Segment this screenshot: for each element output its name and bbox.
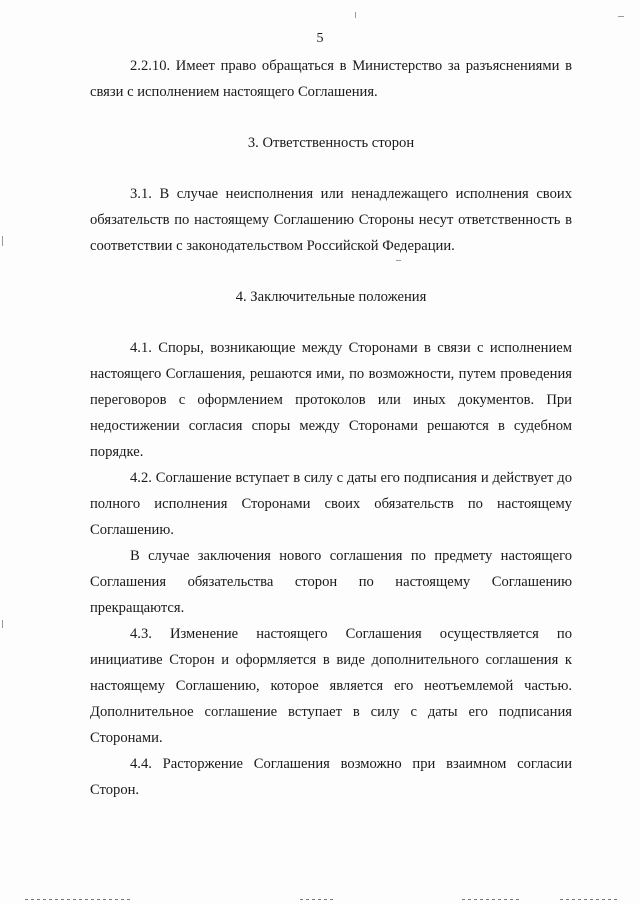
bottom-scan-edge bbox=[25, 899, 130, 900]
clause-3-1: 3.1. В случае неисполнения или ненадлежащего исполнения своих обязательств по настоящему Соглашению Стороны несут ответственность в соответствии с законодательством Российской Федерации. bbox=[90, 186, 572, 254]
bottom-scan-edge bbox=[300, 899, 334, 900]
clause-4-4: 4.4. Расторжение Соглашения возможно при взаимном согласии Сторон. bbox=[90, 756, 572, 798]
scan-speck bbox=[618, 16, 624, 17]
bottom-scan-edge bbox=[560, 899, 620, 900]
clause-4-1: 4.1. Споры, возникающие между Сторонами в связи с исполнением настоящего Соглашения, решаются ими, по возможности, путем проведения переговоров с оформлением протоколов или иных документов. При недостижении согласия споры между Сторонами решаются в судебном порядке. bbox=[90, 340, 572, 460]
scan-speck bbox=[355, 12, 356, 18]
clause-4-2: 4.2. Соглашение вступает в силу с даты его подписания и действует до полного исполнения Сторонами своих обязательств по настоящему Соглашению. bbox=[90, 470, 572, 538]
section-4-title: 4. Заключительные положения bbox=[235, 289, 427, 305]
page-number: 5 bbox=[316, 31, 324, 46]
clause-2-2-10: 2.2.10. Имеет право обращаться в Министерство за разъяснениями в связи с исполнением настоящего Соглашения. bbox=[90, 58, 572, 100]
clause-4-3: 4.3. Изменение настоящего Соглашения осуществляется по инициативе Сторон и оформляется в виде дополнительного соглашения к настоящему Соглашению, которое является его неотъемлемой частью. Дополнительное соглашение вступает в силу с даты его подписания Сторонами. bbox=[90, 626, 572, 746]
scan-speck bbox=[2, 620, 3, 628]
section-3-title: 3. Ответственность сторон bbox=[247, 135, 415, 151]
scan-speck bbox=[396, 260, 401, 261]
scan-speck bbox=[2, 236, 3, 246]
clause-4-2-new-agreement: В случае заключения нового соглашения по предмету настоящего Соглашения обязательства сторон по настоящему Соглашению прекращаются. bbox=[90, 548, 572, 616]
document-body bbox=[90, 53, 572, 803]
bottom-scan-edge bbox=[462, 899, 522, 900]
